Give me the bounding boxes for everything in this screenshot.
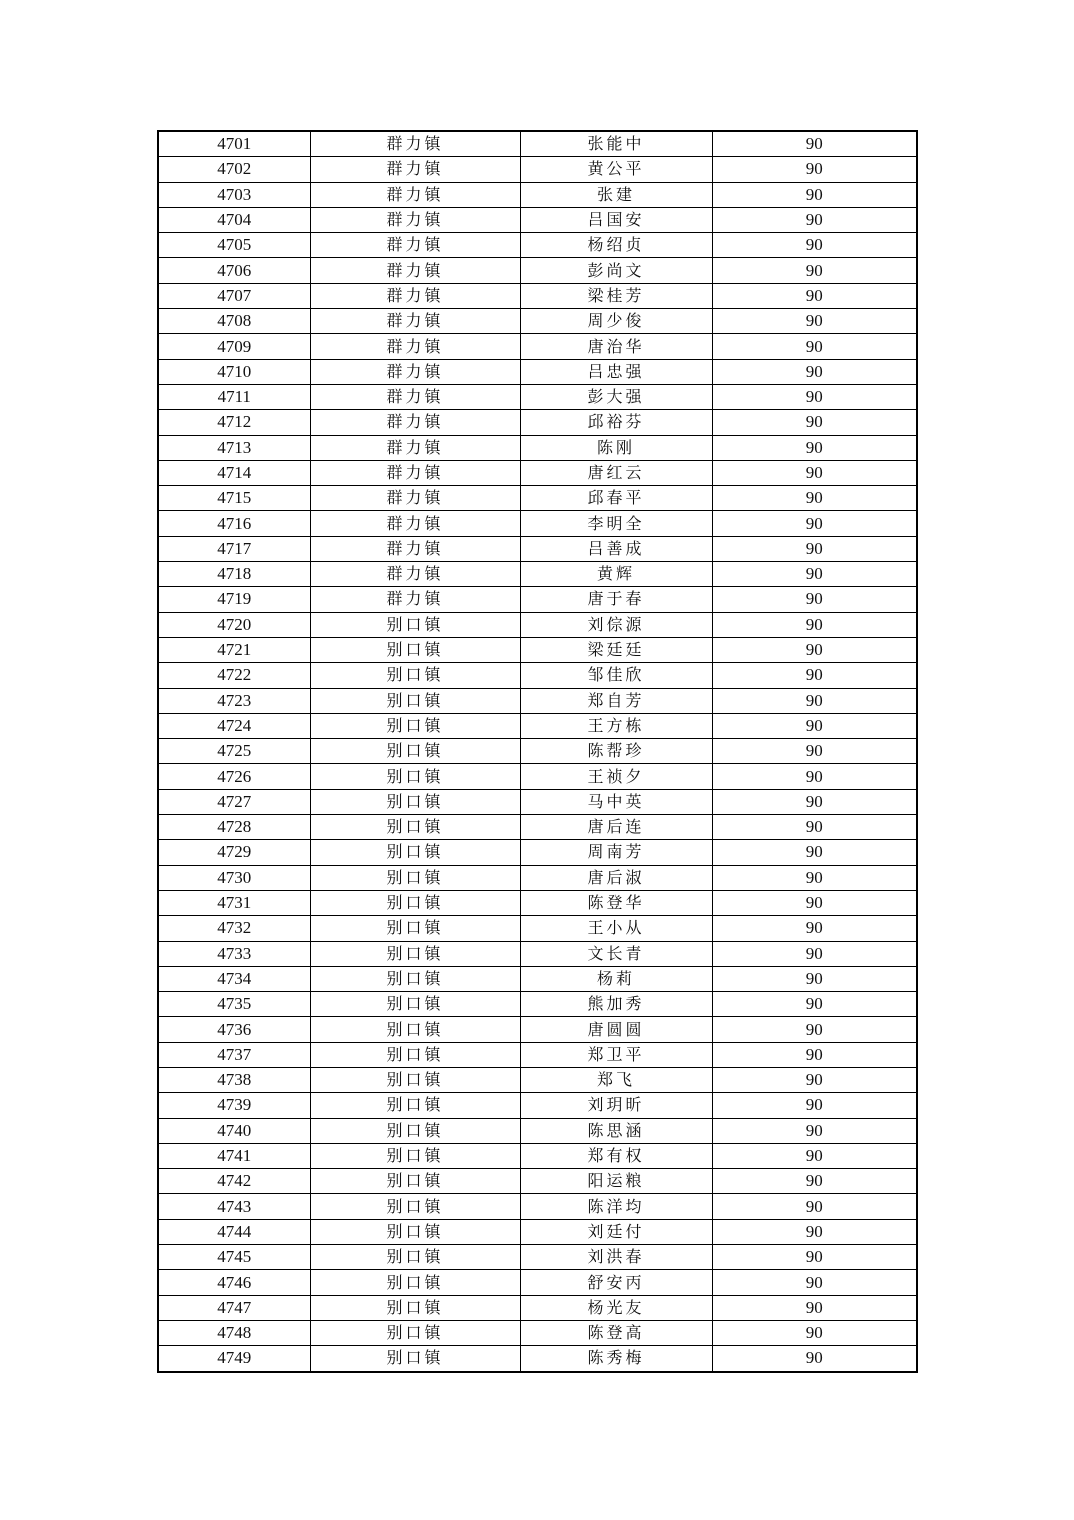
town-cell: 群力镇 (310, 182, 520, 207)
score-cell: 90 (712, 1346, 917, 1372)
row-number-cell: 4732 (158, 916, 310, 941)
row-number-cell: 4715 (158, 486, 310, 511)
row-number-cell: 4720 (158, 612, 310, 637)
row-number-cell: 4744 (158, 1219, 310, 1244)
table-row (158, 1194, 917, 1219)
town-cell: 群力镇 (310, 283, 520, 308)
score-cell: 90 (712, 511, 917, 536)
person-name-cell: 黄公平 (520, 157, 712, 182)
table-row (158, 916, 917, 941)
row-number-cell: 4734 (158, 966, 310, 991)
score-cell: 90 (712, 207, 917, 232)
person-name-cell: 唐红云 (520, 460, 712, 485)
person-name-cell: 刘倧源 (520, 612, 712, 637)
town-cell: 别口镇 (310, 840, 520, 865)
town-cell: 别口镇 (310, 612, 520, 637)
person-name-cell: 陈思涵 (520, 1118, 712, 1143)
town-cell: 别口镇 (310, 1017, 520, 1042)
row-number-cell: 4710 (158, 359, 310, 384)
score-cell: 90 (712, 182, 917, 207)
table-row (158, 207, 917, 232)
person-name-cell: 陈登华 (520, 890, 712, 915)
person-name-cell: 邹佳欣 (520, 663, 712, 688)
score-cell: 90 (712, 992, 917, 1017)
table-row (158, 460, 917, 485)
table-row (158, 1346, 917, 1372)
person-name-cell: 张能中 (520, 131, 712, 157)
town-cell: 群力镇 (310, 384, 520, 409)
person-name-cell: 邱春平 (520, 486, 712, 511)
row-number-cell: 4722 (158, 663, 310, 688)
table-row (158, 1295, 917, 1320)
score-cell: 90 (712, 1118, 917, 1143)
table-row (158, 1067, 917, 1092)
table-row (158, 486, 917, 511)
table-row (158, 789, 917, 814)
table-row (158, 1042, 917, 1067)
table-row (158, 890, 917, 915)
row-number-cell: 4713 (158, 435, 310, 460)
score-cell: 90 (712, 1295, 917, 1320)
town-cell: 群力镇 (310, 435, 520, 460)
score-cell: 90 (712, 334, 917, 359)
person-name-cell: 陈刚 (520, 435, 712, 460)
roster-table (157, 130, 918, 1373)
town-cell: 群力镇 (310, 486, 520, 511)
row-number-cell: 4746 (158, 1270, 310, 1295)
row-number-cell: 4711 (158, 384, 310, 409)
town-cell: 群力镇 (310, 233, 520, 258)
person-name-cell: 王祯夕 (520, 764, 712, 789)
score-cell: 90 (712, 713, 917, 738)
row-number-cell: 4740 (158, 1118, 310, 1143)
town-cell: 别口镇 (310, 1194, 520, 1219)
row-number-cell: 4701 (158, 131, 310, 157)
town-cell: 群力镇 (310, 410, 520, 435)
row-number-cell: 4725 (158, 739, 310, 764)
town-cell: 别口镇 (310, 637, 520, 662)
table-row (158, 688, 917, 713)
town-cell: 群力镇 (310, 359, 520, 384)
person-name-cell: 周南芳 (520, 840, 712, 865)
person-name-cell: 刘廷付 (520, 1219, 712, 1244)
person-name-cell: 李明全 (520, 511, 712, 536)
person-name-cell: 马中英 (520, 789, 712, 814)
town-cell: 别口镇 (310, 865, 520, 890)
table-row (158, 1245, 917, 1270)
score-cell: 90 (712, 1169, 917, 1194)
score-cell: 90 (712, 815, 917, 840)
row-number-cell: 4735 (158, 992, 310, 1017)
score-cell: 90 (712, 966, 917, 991)
table-row (158, 840, 917, 865)
row-number-cell: 4730 (158, 865, 310, 890)
score-cell: 90 (712, 562, 917, 587)
score-cell: 90 (712, 1245, 917, 1270)
person-name-cell: 文长青 (520, 941, 712, 966)
table-row (158, 865, 917, 890)
row-number-cell: 4718 (158, 562, 310, 587)
score-cell: 90 (712, 840, 917, 865)
row-number-cell: 4729 (158, 840, 310, 865)
town-cell: 群力镇 (310, 511, 520, 536)
person-name-cell: 唐后连 (520, 815, 712, 840)
row-number-cell: 4719 (158, 587, 310, 612)
score-cell: 90 (712, 1320, 917, 1345)
row-number-cell: 4721 (158, 637, 310, 662)
score-cell: 90 (712, 587, 917, 612)
town-cell: 别口镇 (310, 1320, 520, 1345)
score-cell: 90 (712, 359, 917, 384)
person-name-cell: 彭尚文 (520, 258, 712, 283)
score-cell: 90 (712, 157, 917, 182)
person-name-cell: 郑卫平 (520, 1042, 712, 1067)
score-cell: 90 (712, 890, 917, 915)
score-cell: 90 (712, 233, 917, 258)
town-cell: 群力镇 (310, 258, 520, 283)
table-row (158, 1093, 917, 1118)
table-row (158, 334, 917, 359)
row-number-cell: 4724 (158, 713, 310, 738)
score-cell: 90 (712, 688, 917, 713)
row-number-cell: 4738 (158, 1067, 310, 1092)
table-row (158, 663, 917, 688)
person-name-cell: 杨光友 (520, 1295, 712, 1320)
table-row (158, 1320, 917, 1345)
score-cell: 90 (712, 1194, 917, 1219)
person-name-cell: 彭大强 (520, 384, 712, 409)
table-row (158, 612, 917, 637)
table-row (158, 309, 917, 334)
town-cell: 别口镇 (310, 1245, 520, 1270)
score-cell: 90 (712, 283, 917, 308)
person-name-cell: 唐圆圆 (520, 1017, 712, 1042)
table-row (158, 435, 917, 460)
table-row (158, 764, 917, 789)
score-cell: 90 (712, 1093, 917, 1118)
person-name-cell: 杨绍贞 (520, 233, 712, 258)
table-row (158, 384, 917, 409)
town-cell: 别口镇 (310, 789, 520, 814)
score-cell: 90 (712, 637, 917, 662)
town-cell: 别口镇 (310, 1042, 520, 1067)
person-name-cell: 陈洋均 (520, 1194, 712, 1219)
score-cell: 90 (712, 663, 917, 688)
score-cell: 90 (712, 941, 917, 966)
row-number-cell: 4742 (158, 1169, 310, 1194)
town-cell: 别口镇 (310, 815, 520, 840)
person-name-cell: 吕国安 (520, 207, 712, 232)
town-cell: 别口镇 (310, 739, 520, 764)
row-number-cell: 4747 (158, 1295, 310, 1320)
person-name-cell: 唐后淑 (520, 865, 712, 890)
score-cell: 90 (712, 384, 917, 409)
town-cell: 群力镇 (310, 334, 520, 359)
table-row (158, 941, 917, 966)
town-cell: 别口镇 (310, 1143, 520, 1168)
row-number-cell: 4714 (158, 460, 310, 485)
row-number-cell: 4708 (158, 309, 310, 334)
person-name-cell: 阳运粮 (520, 1169, 712, 1194)
table-row (158, 739, 917, 764)
town-cell: 别口镇 (310, 764, 520, 789)
row-number-cell: 4706 (158, 258, 310, 283)
town-cell: 群力镇 (310, 587, 520, 612)
score-cell: 90 (712, 258, 917, 283)
table-row (158, 992, 917, 1017)
town-cell: 群力镇 (310, 536, 520, 561)
town-cell: 群力镇 (310, 460, 520, 485)
score-cell: 90 (712, 1042, 917, 1067)
score-cell: 90 (712, 486, 917, 511)
row-number-cell: 4733 (158, 941, 310, 966)
person-name-cell: 周少俊 (520, 309, 712, 334)
person-name-cell: 梁廷廷 (520, 637, 712, 662)
score-cell: 90 (712, 1143, 917, 1168)
town-cell: 别口镇 (310, 1118, 520, 1143)
row-number-cell: 4712 (158, 410, 310, 435)
table-row (158, 182, 917, 207)
town-cell: 群力镇 (310, 131, 520, 157)
score-cell: 90 (712, 131, 917, 157)
table-row (158, 587, 917, 612)
row-number-cell: 4748 (158, 1320, 310, 1345)
score-cell: 90 (712, 435, 917, 460)
town-cell: 别口镇 (310, 941, 520, 966)
roster-table-body (158, 131, 917, 1372)
table-row (158, 1017, 917, 1042)
person-name-cell: 吕善成 (520, 536, 712, 561)
score-cell: 90 (712, 536, 917, 561)
town-cell: 群力镇 (310, 562, 520, 587)
score-cell: 90 (712, 789, 917, 814)
person-name-cell: 杨莉 (520, 966, 712, 991)
person-name-cell: 邱裕芬 (520, 410, 712, 435)
town-cell: 别口镇 (310, 1169, 520, 1194)
table-row (158, 562, 917, 587)
table-row (158, 1270, 917, 1295)
score-cell: 90 (712, 739, 917, 764)
town-cell: 别口镇 (310, 663, 520, 688)
table-row (158, 157, 917, 182)
table-row (158, 1169, 917, 1194)
score-cell: 90 (712, 1270, 917, 1295)
table-row (158, 637, 917, 662)
person-name-cell: 刘玥昕 (520, 1093, 712, 1118)
town-cell: 别口镇 (310, 713, 520, 738)
row-number-cell: 4726 (158, 764, 310, 789)
person-name-cell: 张建 (520, 182, 712, 207)
row-number-cell: 4716 (158, 511, 310, 536)
person-name-cell: 郑有权 (520, 1143, 712, 1168)
row-number-cell: 4741 (158, 1143, 310, 1168)
row-number-cell: 4705 (158, 233, 310, 258)
person-name-cell: 熊加秀 (520, 992, 712, 1017)
table-row (158, 283, 917, 308)
table-row (158, 815, 917, 840)
row-number-cell: 4723 (158, 688, 310, 713)
row-number-cell: 4731 (158, 890, 310, 915)
town-cell: 群力镇 (310, 207, 520, 232)
row-number-cell: 4739 (158, 1093, 310, 1118)
person-name-cell: 郑自芳 (520, 688, 712, 713)
person-name-cell: 梁桂芳 (520, 283, 712, 308)
person-name-cell: 唐治华 (520, 334, 712, 359)
town-cell: 群力镇 (310, 157, 520, 182)
row-number-cell: 4704 (158, 207, 310, 232)
town-cell: 别口镇 (310, 688, 520, 713)
row-number-cell: 4707 (158, 283, 310, 308)
table-row (158, 713, 917, 738)
table-row (158, 410, 917, 435)
person-name-cell: 刘洪春 (520, 1245, 712, 1270)
person-name-cell: 陈帮珍 (520, 739, 712, 764)
table-row (158, 1118, 917, 1143)
town-cell: 别口镇 (310, 1093, 520, 1118)
town-cell: 别口镇 (310, 1346, 520, 1372)
score-cell: 90 (712, 916, 917, 941)
table-row (158, 233, 917, 258)
town-cell: 别口镇 (310, 966, 520, 991)
table-row (158, 258, 917, 283)
score-cell: 90 (712, 460, 917, 485)
table-row (158, 511, 917, 536)
row-number-cell: 4703 (158, 182, 310, 207)
person-name-cell: 陈登高 (520, 1320, 712, 1345)
table-row (158, 131, 917, 157)
town-cell: 别口镇 (310, 916, 520, 941)
score-cell: 90 (712, 612, 917, 637)
row-number-cell: 4749 (158, 1346, 310, 1372)
score-cell: 90 (712, 1067, 917, 1092)
town-cell: 别口镇 (310, 1067, 520, 1092)
person-name-cell: 郑飞 (520, 1067, 712, 1092)
row-number-cell: 4743 (158, 1194, 310, 1219)
score-cell: 90 (712, 1017, 917, 1042)
score-cell: 90 (712, 865, 917, 890)
town-cell: 别口镇 (310, 1219, 520, 1244)
table-row (158, 359, 917, 384)
row-number-cell: 4709 (158, 334, 310, 359)
person-name-cell: 王小从 (520, 916, 712, 941)
person-name-cell: 陈秀梅 (520, 1346, 712, 1372)
person-name-cell: 吕忠强 (520, 359, 712, 384)
table-row (158, 1219, 917, 1244)
score-cell: 90 (712, 410, 917, 435)
row-number-cell: 4745 (158, 1245, 310, 1270)
row-number-cell: 4736 (158, 1017, 310, 1042)
table-row (158, 1143, 917, 1168)
town-cell: 别口镇 (310, 1270, 520, 1295)
row-number-cell: 4728 (158, 815, 310, 840)
score-cell: 90 (712, 309, 917, 334)
row-number-cell: 4727 (158, 789, 310, 814)
person-name-cell: 王方栋 (520, 713, 712, 738)
person-name-cell: 唐于春 (520, 587, 712, 612)
person-name-cell: 舒安丙 (520, 1270, 712, 1295)
row-number-cell: 4702 (158, 157, 310, 182)
score-cell: 90 (712, 1219, 917, 1244)
town-cell: 别口镇 (310, 992, 520, 1017)
table-row (158, 536, 917, 561)
town-cell: 别口镇 (310, 1295, 520, 1320)
score-cell: 90 (712, 764, 917, 789)
row-number-cell: 4737 (158, 1042, 310, 1067)
table-row (158, 966, 917, 991)
town-cell: 群力镇 (310, 309, 520, 334)
town-cell: 别口镇 (310, 890, 520, 915)
row-number-cell: 4717 (158, 536, 310, 561)
person-name-cell: 黄辉 (520, 562, 712, 587)
